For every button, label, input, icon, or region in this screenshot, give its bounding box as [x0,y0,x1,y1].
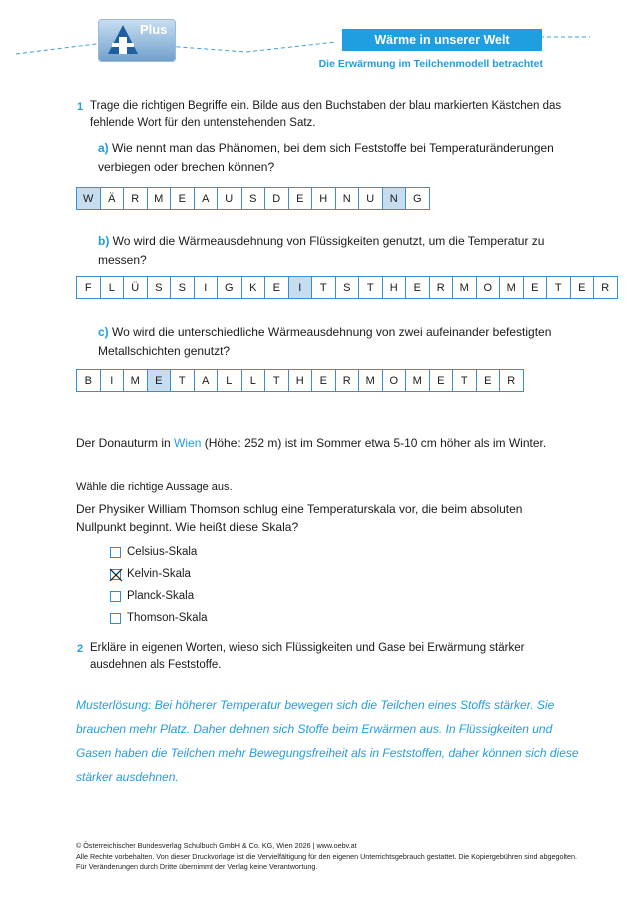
letter-cell[interactable]: T [311,276,336,299]
question-a-label: a) [98,141,109,155]
letter-cell[interactable]: N [335,187,360,210]
donauturm-sentence [76,436,546,450]
footer-copyright: © Österreichischer Bundesverlag Schulbuch GmbH & Co. KG, Wien 2026 | www.oebv.at [76,841,357,850]
choice-options [110,541,208,629]
letter-grid-b [76,276,618,299]
answer-line: stärker ausdehnen. [76,770,179,784]
letter-cell[interactable]: Ä [100,187,125,210]
letter-cell[interactable]: M [123,369,148,392]
plus-logo [98,19,176,62]
letter-cell[interactable]: S [170,276,195,299]
checkbox-icon[interactable] [110,591,121,602]
question-c [98,323,568,361]
letter-cell[interactable]: T [452,369,477,392]
logo-text: Plus [140,22,168,37]
letter-grid-a [76,187,430,210]
question-b-text: Wo wird die Wärmeausdehnung von Flüssigkeiten genutzt, um die Temperatur zu messen? [98,234,545,267]
letter-grid-c [76,369,524,392]
letter-cell[interactable]: U [358,187,383,210]
letter-cell[interactable]: R [499,369,524,392]
letter-cell[interactable]: M [358,369,383,392]
footer [76,841,577,873]
letter-cell[interactable]: E [429,369,454,392]
letter-cell[interactable]: M [405,369,430,392]
letter-cell[interactable]: E [147,369,172,392]
letter-cell[interactable]: T [358,276,383,299]
letter-cell[interactable]: G [217,276,242,299]
choice-option[interactable] [110,585,208,607]
letter-cell[interactable]: M [499,276,524,299]
letter-cell[interactable]: G [405,187,430,210]
letter-cell[interactable]: M [147,187,172,210]
letter-cell[interactable]: S [335,276,360,299]
checkbox-icon[interactable] [110,613,121,624]
triangle-logo-icon [106,23,140,57]
choice-option-label: Kelvin-Skala [127,568,191,580]
checkbox-icon[interactable] [110,547,121,558]
letter-cell[interactable]: L [100,276,125,299]
header-dashed-line [16,40,336,60]
letter-cell[interactable]: T [170,369,195,392]
choice-option[interactable] [110,563,208,585]
footer-rights: Alle Rechte vorbehalten. Von dieser Druckvorlage ist die Vervielfältigung für den eigenen Unterrichtsgebrauch gestattet. Die Kopiergebühren sind abgegolten. [76,851,578,861]
sentence-after: (Höhe: 252 m) ist im Sommer etwa 5-10 cm höher als im Winter. [201,436,547,450]
letter-cell[interactable]: M [452,276,477,299]
answer-line: brauchen mehr Platz. Daher dehnen sich Stoffe beim Erwärmen aus. In Flüssigkeiten und [76,722,553,736]
answer-line: Gasen haben die Teilchen mehr Bewegungsfreiheit als in Feststoffen, daher können sich diese [76,746,579,760]
letter-cell[interactable]: E [170,187,195,210]
letter-cell[interactable]: Ü [123,276,148,299]
letter-cell[interactable]: S [147,276,172,299]
question-b-label: b) [98,234,110,248]
choice-option-label: Planck-Skala [127,590,195,602]
question-a [98,139,568,177]
choice-option-label: Thomson-Skala [127,612,208,624]
letter-cell[interactable]: T [264,369,289,392]
task-2-instruction: Erkläre in eigenen Worten, wieso sich Flüssigkeiten und Gase bei Erwärmung stärker ausdehnen als Feststoffe. [90,642,525,671]
letter-cell[interactable]: E [570,276,595,299]
letter-cell[interactable]: E [405,276,430,299]
choice-option[interactable] [110,607,208,629]
letter-cell[interactable]: H [288,369,313,392]
answer-line: Musterlösung: Bei höherer Temperatur bewegen sich die Teilchen eines Stoffs stärker. Sie [76,698,555,712]
letter-cell[interactable]: O [476,276,501,299]
letter-cell[interactable]: E [523,276,548,299]
model-answer [76,693,596,789]
question-c-text: Wo wird die unterschiedliche Wärmeausdehnung von zwei aufeinander befestigten Metallschichten genutzt? [98,325,552,358]
choice-question: Der Physiker William Thomson schlug eine Temperaturskala vor, die beim absoluten Nullpunkt beginnt. Wie heißt diese Skala? [76,502,523,534]
letter-cell[interactable]: I [194,276,219,299]
page-title: Wärme in unserer Welt [342,29,542,51]
letter-cell[interactable]: R [593,276,618,299]
task-1-number: 1 [77,101,84,113]
letter-cell[interactable]: R [335,369,360,392]
task-2-number: 2 [77,643,84,655]
letter-cell[interactable]: T [546,276,571,299]
task-1-instruction: Trage die richtigen Begriffe ein. Bilde aus den Buchstaben der blau markierten Kästchen das fehlende Wort für den untenstehenden Satz. [90,100,562,129]
letter-cell[interactable]: O [382,369,407,392]
letter-cell[interactable]: R [429,276,454,299]
question-b [98,232,568,270]
letter-cell[interactable]: R [123,187,148,210]
choice-option[interactable] [110,541,208,563]
letter-cell[interactable]: I [288,276,313,299]
header-dashed-line-right [540,32,590,42]
letter-cell[interactable]: F [76,276,101,299]
letter-cell[interactable]: H [311,187,336,210]
letter-cell[interactable]: W [76,187,101,210]
letter-cell[interactable]: E [311,369,336,392]
solution-word: Wien [174,436,202,450]
question-a-text: Wie nennt man das Phänomen, bei dem sich Feststoffe bei Temperaturänderungen verbiegen oder brechen können? [98,141,554,174]
letter-cell[interactable]: D [264,187,289,210]
letter-cell[interactable]: B [76,369,101,392]
checked-checkbox-icon[interactable] [110,569,121,580]
letter-cell[interactable]: L [241,369,266,392]
letter-cell[interactable]: K [241,276,266,299]
page-subtitle: Die Erwärmung im Teilchenmodell betrachtet [318,58,543,70]
letter-cell[interactable]: E [476,369,501,392]
letter-cell[interactable]: U [217,187,242,210]
letter-cell[interactable]: N [382,187,407,210]
letter-cell[interactable]: E [288,187,313,210]
sentence-before: Der Donauturm in [76,436,175,450]
footer-disclaimer: Für Veränderungen durch Dritte übernimmt der Verlag keine Verantwortung. [76,862,318,871]
letter-cell[interactable]: E [264,276,289,299]
letter-cell[interactable]: H [382,276,407,299]
question-c-label: c) [98,325,109,339]
letter-cell[interactable]: S [241,187,266,210]
letter-cell[interactable]: L [217,369,242,392]
choice-instruction: Wähle die richtige Aussage aus. [76,481,233,493]
letter-cell[interactable]: A [194,187,219,210]
letter-cell[interactable]: A [194,369,219,392]
choice-option-label: Celsius-Skala [127,546,198,558]
letter-cell[interactable]: I [100,369,125,392]
